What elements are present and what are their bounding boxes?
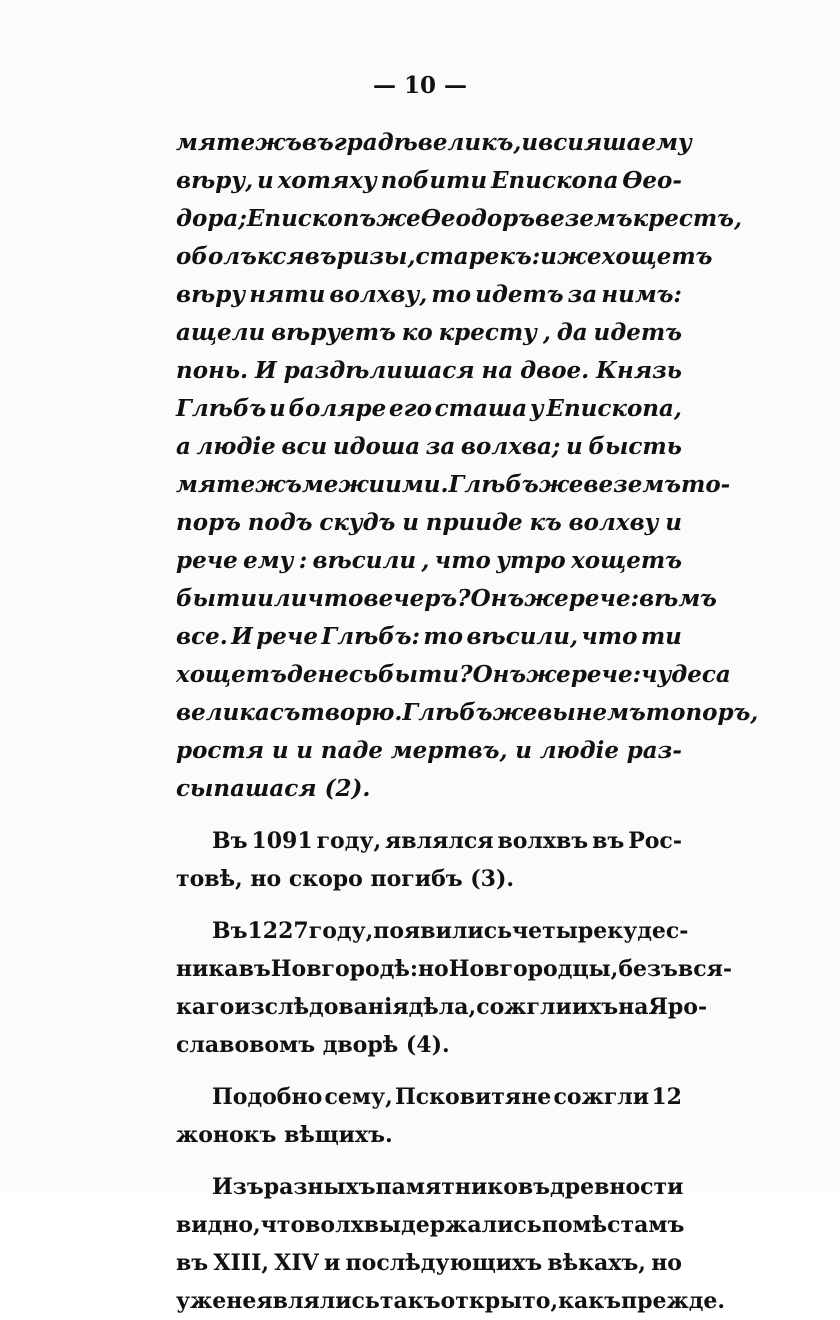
text-line: вѣру няти волхву, то идетъ за нимъ: [176,281,682,308]
text-line: хощетъ денесь быти? Онъже рече: чудеса [176,661,731,688]
text-line: велика сътворю. Глѣбъже вынемъ топоръ, [176,699,759,726]
italic-paragraph [176,124,759,808]
text-line: товѣ, но скоро погибъ (3). [176,866,515,892]
text-line: Глѣбъ и боляре его сташа у Епископа, [176,395,682,422]
text-line: Подобно сему, Псковитяне сожгли 12 [212,1084,682,1110]
text-line: Изъ разныхъ памятниковъ древности [212,1174,684,1200]
text-line: вѣру, и хотяху побити Епископа Ѳео- [176,167,682,194]
text-line: ника въ Новгородѣ: но Новгородцы, безъ вся- [176,956,732,982]
text-line: оболъкся въ ризы, ста рекъ: иже хощетъ [176,243,713,270]
text-line: въ XIII, XIV и послѣдующихъ вѣкахъ, но [176,1250,682,1276]
text-line: а людіе вси идоша за волхва; и бысть [176,433,682,460]
text-line: дора; Епископъже Ѳеодоръ веземъ крестъ, [176,205,742,232]
text-line: Въ 1227 году, появились четыре кудес- [212,918,689,944]
text-line: поръ подъ скудъ и прииде къ волхву и [176,509,682,536]
paragraph-pskov [176,1078,682,1154]
text-line: мятежъ въ градѣ великъ, и вси яша ему [176,129,692,156]
text-line: видно, что волхвы держались по мѣстамъ [176,1212,685,1238]
text-line: уже не являлись такъ открыто, какъ прежде. [176,1288,726,1314]
text-line: мятежъ межи ими. Глѣбъже веземъ то- [176,471,731,498]
text-line: рече ему : вѣсили , что утро хощетъ [176,547,682,574]
text-line: все. И рече Глѣбъ: то вѣсили, что ти [176,623,682,650]
text-line: сыпашася (2). [176,775,371,802]
text-line: ростя и и паде мертвъ, и людіе раз- [176,737,682,764]
text-line: ащели вѣруетъ ко кресту , да идетъ [176,319,682,346]
text-line: жонокъ вѣщихъ. [176,1122,393,1148]
paragraph-1091 [176,822,682,898]
text-line: понь. И раздѣлишася на двое. Князь [176,357,682,384]
text-line: Въ 1091 году, являлся волхвъ въ Рос- [212,828,682,854]
text-line: славовомъ дворѣ (4). [176,1032,450,1058]
paragraph-1227 [176,912,732,1064]
text-line: быти или что вечеръ? Онъже рече: вѣмъ [176,585,717,612]
page-number: — 10 — [372,72,468,99]
text-line: каго изслѣдованія дѣла, сожгли ихъ на Яро- [176,994,708,1020]
text-block [176,124,759,1320]
